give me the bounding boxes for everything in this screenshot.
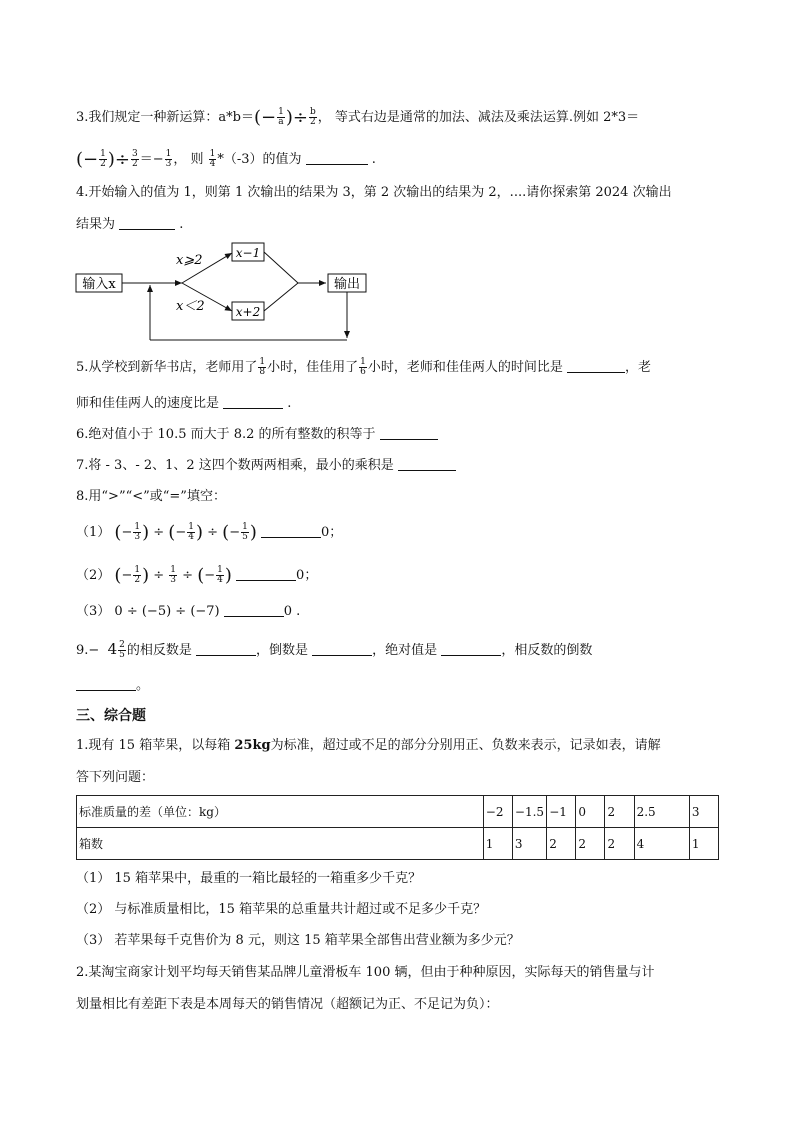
merge-line-lower [264,283,298,311]
numerator: 1 [100,149,106,159]
fraction [309,108,317,127]
paren-open: (− [76,149,99,170]
q9-line1 [76,640,734,660]
c2-line2: 划量相比有差距下表是本周每天的销售情况（超额记为正、不足记为负）： [76,997,499,1012]
condition-lower: x＜2 [176,299,205,314]
output-label: 输出 [333,277,361,292]
q3-line2 [76,150,734,169]
c1-text: 1.现有 15 箱苹果，以每箱 [76,738,231,753]
answer-blank[interactable] [312,643,372,656]
c1-bold-value: 25kg [234,738,271,753]
table-header-cell: 标准质量的差（单位：kg） [77,796,484,828]
denominator: 2 [309,117,316,127]
fraction [277,108,285,127]
table-cell: 2 [605,828,634,860]
q8-item3 [76,603,734,621]
numerator: 1 [278,107,284,117]
q3-text: ， 则 [173,152,204,167]
process-upper-label: x−1 [235,246,261,260]
q5-line1 [76,358,734,377]
answer-blank[interactable] [236,568,296,581]
fraction [99,150,107,169]
q3-text: ， 等式右边是通常的加法、减法及乘法运算.例如 2*3＝ [317,110,640,125]
table-cell: 2 [547,828,576,860]
denominator: 4 [209,159,216,169]
flowchart-diagram [72,238,382,350]
answer-blank[interactable] [261,525,321,538]
input-label: 输入x [82,277,116,292]
merge-line-upper [264,252,298,283]
fraction [359,358,367,377]
numerator: b [309,107,316,117]
mixed-number-whole: 4 [107,640,118,658]
c1-line2: 答下列问题： [76,770,155,785]
numerator: 3 [131,149,138,159]
q5-text: 小时，老师和佳佳两人的时间比是 [367,360,563,375]
item-label: （1） [76,525,111,540]
answer-blank[interactable] [567,360,625,373]
q7-text: 7.将 - 3、- 2、1、2 这四个数两两相乘，最小的乘积是 [76,458,394,473]
answer-blank[interactable] [119,217,175,230]
q5-line2 [76,395,734,413]
table-cell: −2 [483,796,512,828]
denominator: 8 [259,367,266,377]
q6-line [76,426,734,444]
q9-prefix: 9.− [76,643,100,658]
c1-sub2: （2） 与标准质量相比，15 箱苹果的总重量共计超过或不足多少千克？ [76,902,487,917]
q9-end: 。 [136,678,150,693]
q3-text: *（-3）的值为 [217,152,302,167]
equals-minus: ＝− [139,152,164,167]
fraction [131,150,139,169]
paren-divide: )÷ [285,107,308,128]
condition-upper: x⩾2 [176,253,203,268]
q7-line [76,457,734,475]
answer-blank[interactable] [76,678,136,691]
denominator: 5 [119,650,125,660]
q4-text: 结果为 [76,217,116,232]
q3-text: 3.我们规定一种新运算：a*b＝ [76,110,254,125]
q4-period: . [179,217,184,232]
q3-line1 [76,108,734,127]
q6-text: 6.绝对值小于 10.5 而大于 8.2 的所有整数的积等于 [76,427,376,442]
q9-text: ，绝对值是 [372,643,438,658]
answer-blank[interactable] [223,396,283,409]
q8-item2: （2） (− $\frac{1}{2}$ ) ÷ $\frac{1}{3}$ ÷ (− $\frac{1}{4}$ ) 0； [76,565,318,586]
numerator: 1 [209,149,216,159]
table-header-cell: 箱数 [77,828,484,860]
item-label: （3） [76,604,111,619]
answer-blank[interactable] [441,643,501,656]
table-cell: −1 [547,796,576,828]
table-cell: 0 [576,796,605,828]
denominator: 6 [360,367,366,377]
numerator: 1 [360,357,366,367]
c1-line1 [76,737,734,755]
numerator: 1 [165,149,172,159]
item-label: （2） [76,568,111,583]
denominator: a [278,117,284,127]
paren-open: (− [253,107,277,128]
answer-blank[interactable] [380,427,438,440]
q8-intro: 8.用“>”“<”或“=”填空： [76,489,226,504]
denominator: 2 [131,159,138,169]
paren-divide: )÷ [107,149,130,170]
section-heading: 三、综合题 [76,708,146,724]
item-zero: 0 . [283,604,301,619]
answer-blank[interactable] [224,604,284,617]
table-cell: 4 [634,828,689,860]
c2-line1: 2.某淘宝商家计划平均每天销售某品牌儿童滑板车 100 辆，但由于种种原因，实际每天的销售量与计 [76,965,655,980]
q4-line2 [76,216,734,234]
table-cell: 1 [483,828,512,860]
table-cell: 3 [512,828,546,860]
table-cell: 2 [605,796,634,828]
fraction [165,150,173,169]
table-cell: 3 [689,796,718,828]
item-zero: 0； [321,525,343,540]
q8-item1: （1） (− $\frac{1}{3}$ ) ÷ (− $\frac{1}{4}$ ) ÷ (− $\frac{1}{5}$ ) 0； [76,522,343,543]
table-row [77,796,719,828]
table-cell: 1 [689,828,718,860]
apple-weight-table [76,795,719,860]
q3-period: . [371,152,376,167]
process-lower-label: x+2 [235,305,261,319]
numerator: 2 [119,640,125,650]
table-cell: 2 [576,828,605,860]
q9-text: ，相反数的倒数 [501,643,593,658]
answer-blank[interactable] [306,152,368,165]
item-zero: 0； [296,568,318,583]
q4-line1: 4.开始输入的值为 1，则第 1 次输出的结果为 3，第 2 次输出的结果为 2，....请你探索第 2024 次输出 [76,185,672,200]
fraction [209,150,217,169]
denominator: 2 [100,159,106,169]
item3-expression: 0 ÷ (−5) ÷ (−7) [114,604,220,619]
q5-text: 师和佳佳两人的速度比是 [76,396,220,411]
q9-text: ，倒数是 [256,643,309,658]
answer-blank[interactable] [196,643,256,656]
c1-text: 为标准，超过或不足的部分分别用正、负数来表示，记录如表，请解 [270,738,661,753]
fraction [258,358,266,377]
c1-sub3: （3） 若苹果每千克售价为 8 元，则这 15 箱苹果全部售出营业额为多少元？ [76,933,520,948]
q5-text: 小时，佳佳用了 [267,360,359,375]
q5-text: ，老 [625,360,652,375]
fraction [118,641,126,660]
answer-blank[interactable] [398,458,456,471]
table-row [77,828,719,860]
q9-line2 [76,677,734,695]
table-cell: 2.5 [634,796,689,828]
q9-text: 的相反数是 [126,643,192,658]
table-cell: −1.5 [512,796,546,828]
q5-text: 5.从学校到新华书店，老师用了 [76,360,258,375]
q5-period: . [287,396,292,411]
denominator: 3 [165,159,172,169]
c1-sub1: （1） 15 箱苹果中，最重的一箱比最轻的一箱重多少千克？ [76,871,422,886]
numerator: 1 [259,357,266,367]
